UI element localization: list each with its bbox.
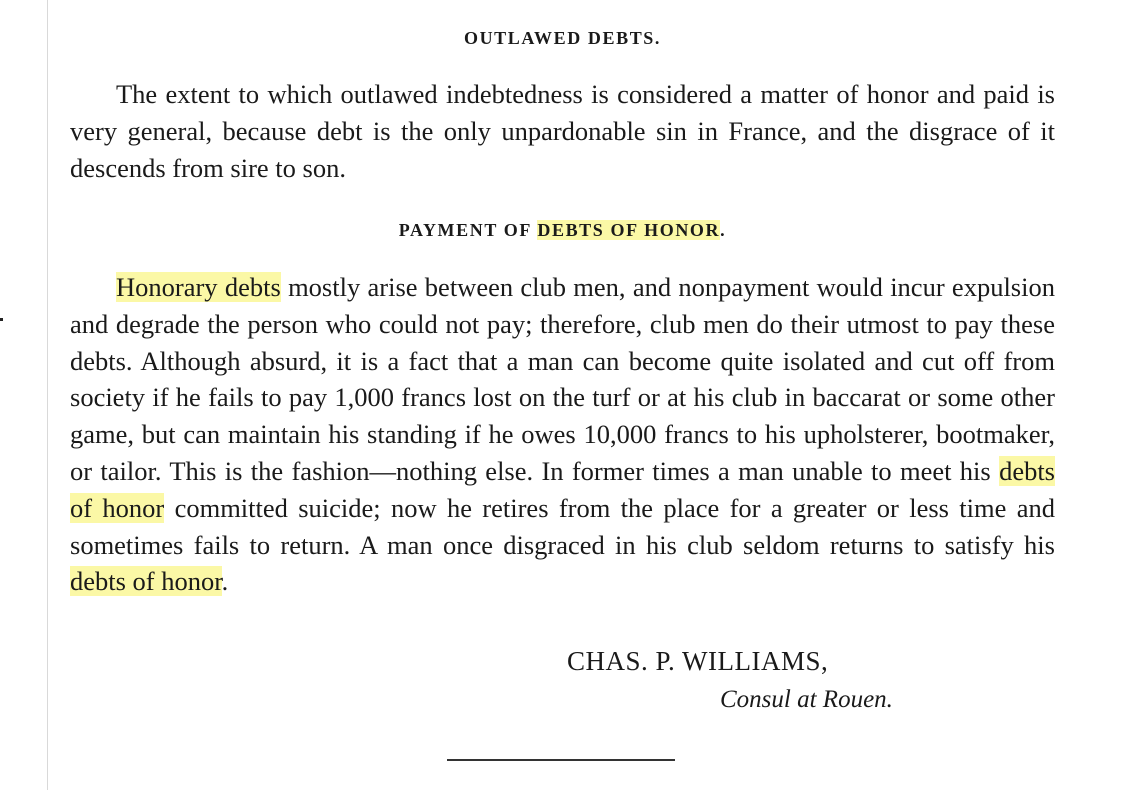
paragraph-text: . [221, 566, 229, 597]
scan-speck [0, 318, 3, 321]
search-highlight: Honorary debts [116, 272, 281, 302]
heading-prefix: PAYMENT OF [398, 220, 538, 240]
search-highlight: debts of honor [70, 455, 1055, 523]
search-highlight: DEBTS OF HONOR [537, 220, 721, 240]
section-heading-payment [70, 220, 1055, 241]
paragraph-text: mostly arise between club men, and nonpayment would incur expulsion and degrade the person who could not pay; therefore, club men do their utmost to pay these debts. Although absurd, it is a fact that a man can become quite isolated and cut off from society if he fails to pay 1,000 francs lost on the turf or at his club in baccarat or some other game, but can maintain his standing if he owes 10,000 francs to his upholsterer, bootmaker, or tailor. This is the fashion—nothing else. In former times a man unable to meet his [70, 272, 1055, 486]
section-divider [447, 759, 675, 761]
paragraph-debts-of-honor [70, 269, 1055, 600]
page-left-border [47, 0, 48, 790]
signature-name: CHAS. P. WILLIAMS, [567, 646, 829, 676]
search-highlight: debts of honor [70, 566, 222, 597]
section-heading-outlawed-debts: OUTLAWED DEBTS. [463, 28, 662, 48]
signature-title: Consul at Rouen. [720, 686, 893, 713]
paragraph-text: The extent to which outlawed indebtedness is considered a matter of honor and paid is very general, because debt is the only unpardonable sin in France, and the disgrace of it descends from sire to son. [70, 79, 1055, 183]
paragraph-outlawed-debts [70, 76, 1055, 186]
paragraph-text: committed suicide; now he retires from the place for a greater or less time and sometimes fails to return. A man once disgraced in his club seldom returns to satisfy his [70, 492, 1055, 560]
heading-suffix: . [720, 220, 727, 240]
